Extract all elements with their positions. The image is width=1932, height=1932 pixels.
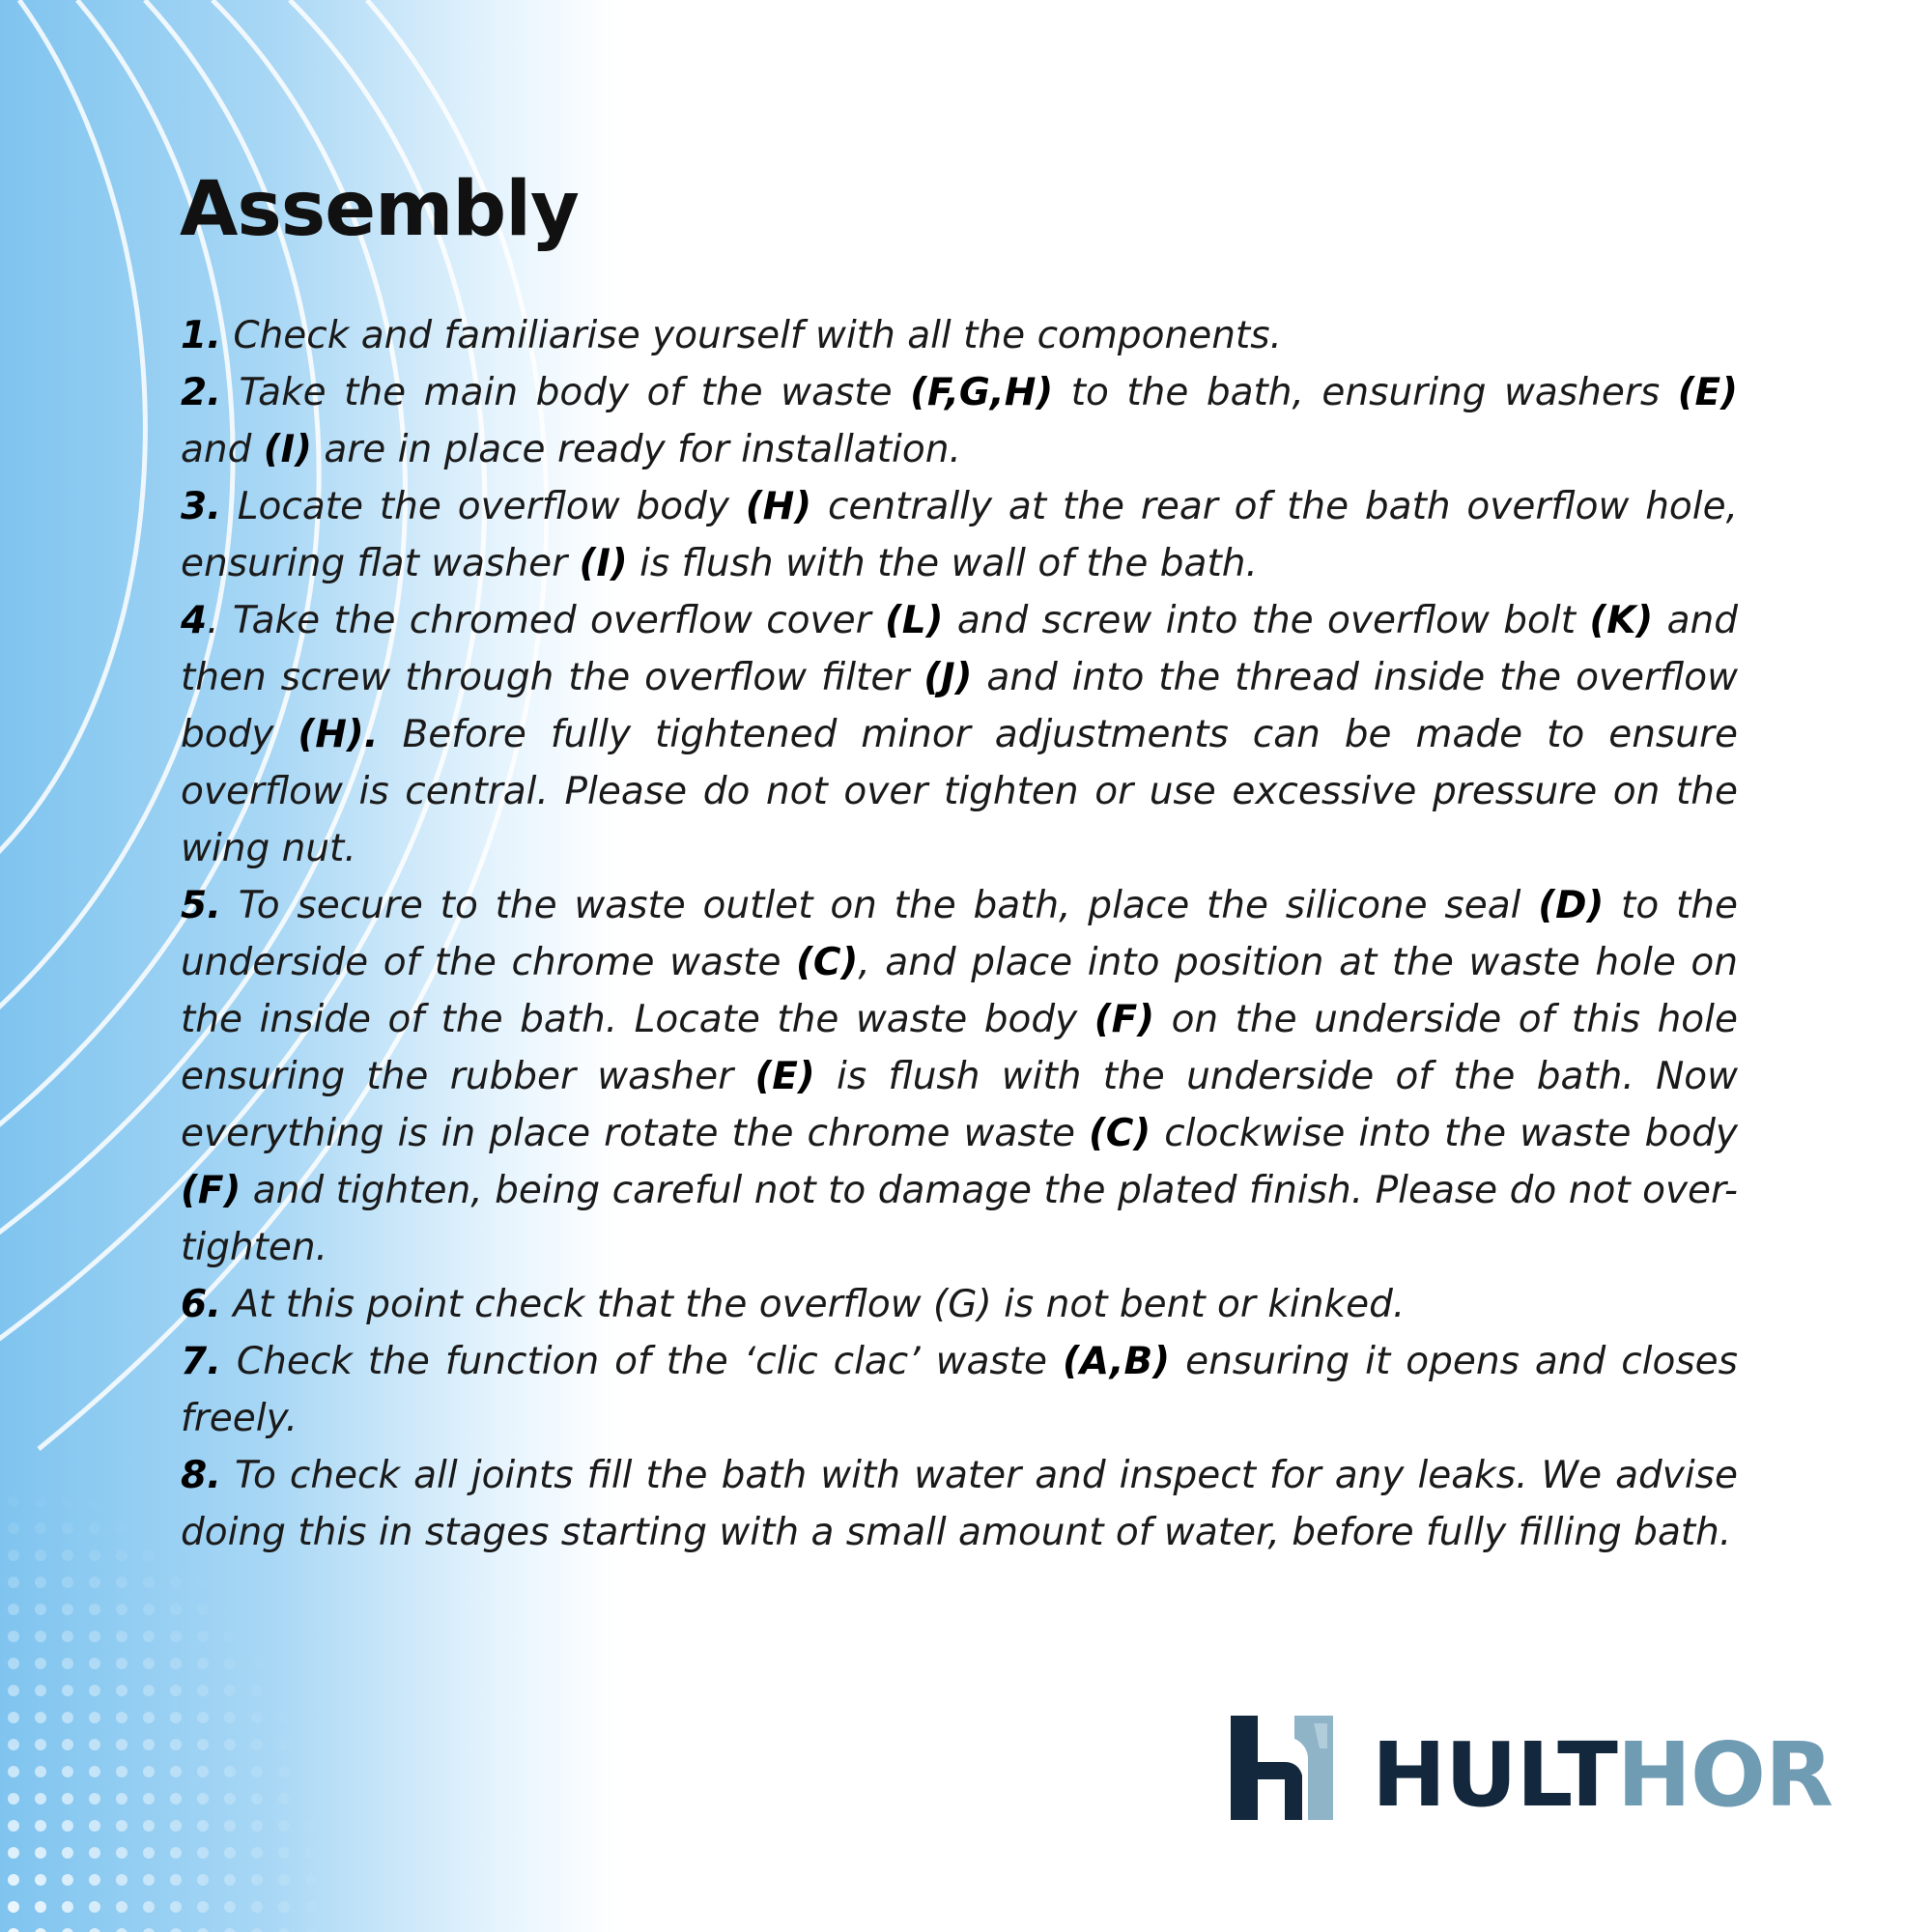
step-text: to the bath, ensuring washers bbox=[1053, 371, 1678, 414]
step-text: are in place ready for installation. bbox=[311, 428, 961, 471]
step-text: and then screw through the overflow filter bbox=[181, 599, 1738, 699]
step-text: Locate the overflow body bbox=[220, 485, 746, 528]
step-text: clockwise into the waste body bbox=[1151, 1112, 1738, 1155]
step-text: on the underside of this hole ensuring the rubber washer bbox=[181, 998, 1738, 1098]
brand-name-part1: HULT bbox=[1372, 1723, 1617, 1827]
instruction-step bbox=[181, 364, 1738, 478]
brand-name-part2: HOR bbox=[1616, 1723, 1833, 1827]
instruction-step bbox=[181, 1276, 1738, 1333]
step-text: , and place into position at the waste hole on the inside of the bath. Locate the waste body bbox=[181, 941, 1738, 1041]
component-reference: (I) bbox=[263, 428, 312, 471]
step-text: is flush with the wall of the bath. bbox=[627, 542, 1258, 585]
component-reference: (C) bbox=[1088, 1112, 1151, 1155]
step-number: 5. bbox=[181, 884, 221, 927]
instruction-step bbox=[181, 1333, 1738, 1447]
instruction-step bbox=[181, 877, 1738, 1276]
component-reference: (E) bbox=[754, 1055, 815, 1098]
instruction-step bbox=[181, 478, 1738, 592]
assembly-instructions bbox=[181, 307, 1738, 1561]
component-reference: (J) bbox=[923, 656, 973, 699]
step-text: and bbox=[181, 428, 264, 471]
h-monogram-icon bbox=[1227, 1710, 1343, 1826]
component-reference: (D) bbox=[1538, 884, 1605, 927]
step-number: 2. bbox=[181, 371, 221, 414]
step-text: To check all joints fill the bath with water and inspect for any leaks. We advise doing this in stages starting with a small amount of water, before fully filling bath. bbox=[181, 1454, 1738, 1554]
component-reference: (A,B) bbox=[1063, 1340, 1171, 1383]
step-text: and tighten, being careful not to damage the plated finish. Please do not over-tighten. bbox=[181, 1169, 1738, 1269]
step-text: Check the function of the ‘clic clac’ waste bbox=[220, 1340, 1063, 1383]
step-text: to the underside of the chrome waste bbox=[181, 884, 1738, 984]
page-title: Assembly bbox=[180, 166, 579, 253]
instruction-step bbox=[181, 307, 1738, 364]
step-number: 3. bbox=[181, 485, 221, 528]
step-text: ensuring it opens and closes freely. bbox=[181, 1340, 1738, 1440]
step-text: Check and familiarise yourself with all the components. bbox=[220, 314, 1282, 357]
component-reference: (E) bbox=[1677, 371, 1738, 414]
component-reference: (C) bbox=[796, 941, 859, 984]
instruction-step bbox=[181, 1447, 1738, 1561]
brand-name bbox=[1372, 1723, 1833, 1827]
step-number: 1. bbox=[181, 314, 221, 357]
instruction-step bbox=[181, 592, 1738, 877]
component-reference: (L) bbox=[884, 599, 944, 642]
component-reference: (F) bbox=[181, 1169, 242, 1212]
step-text: Before fully tightened minor adjustments can be made to ensure overflow is central. Please do not over tighten or use excessive pressure on the wing nut. bbox=[181, 713, 1738, 870]
step-text: At this point check that the overflow (G) is not bent or kinked. bbox=[220, 1283, 1406, 1326]
step-number: 7. bbox=[181, 1340, 221, 1383]
step-text: Take the main body of the waste bbox=[220, 371, 911, 414]
step-number: 6. bbox=[181, 1283, 221, 1326]
step-text: . Take the chromed overflow cover bbox=[207, 599, 885, 642]
step-text: is flush with the underside of the bath. Now everything is in place rotate the chrome waste bbox=[181, 1055, 1738, 1155]
step-text: To secure to the waste outlet on the bath, place the silicone seal bbox=[220, 884, 1539, 927]
component-reference: (F) bbox=[1094, 998, 1155, 1041]
component-reference: (H) bbox=[745, 485, 812, 528]
component-reference: (F,G,H) bbox=[910, 371, 1054, 414]
component-reference: (I) bbox=[579, 542, 628, 585]
component-reference: (H). bbox=[298, 713, 379, 756]
step-text: and screw into the overflow bolt bbox=[943, 599, 1590, 642]
step-text: and into the thread inside the overflow body bbox=[181, 656, 1738, 756]
step-text: centrally at the rear of the bath overflow hole, ensuring flat washer bbox=[181, 485, 1739, 585]
step-number: 4 bbox=[181, 599, 208, 642]
step-number: 8. bbox=[181, 1454, 221, 1497]
component-reference: (K) bbox=[1589, 599, 1654, 642]
